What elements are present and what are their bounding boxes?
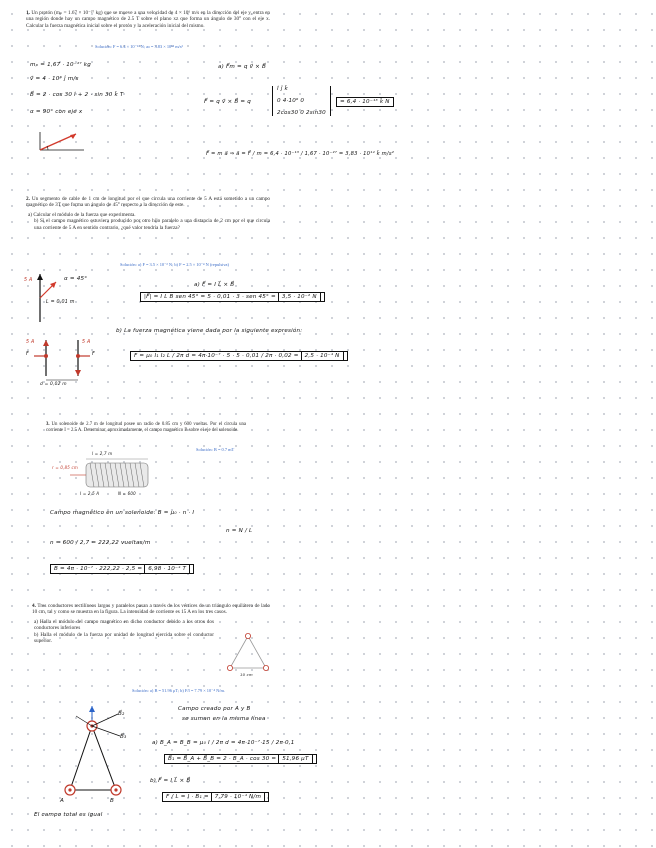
problem2-text: Un segmento de cable de 1 cm de longitud por el que circula una corriente de 5 A está sometido a un campo magnético de 3T que forma un ángulo de 45° respecto a la dirección de este.: [26, 196, 271, 209]
problem2-item-a: a) Calcular el módulo de la fuerza que experimenta.: [28, 211, 136, 218]
p2-diag-a-current: 5 A: [24, 278, 33, 283]
p1-part-a: a) F⃗m = q v⃗ × B⃗: [218, 64, 267, 70]
p3-fig-radius: r = 0,85 cm: [52, 465, 79, 470]
problem4-solution: Solución: a) B = 51.96 μT; b) F/l = 7.79 × 10⁻⁴ N/m.: [132, 688, 226, 693]
p1-note-field: B⃗ = 2 · cos 30 î + 2 · sin 30 k̂ T: [30, 92, 124, 98]
p2-part-a-result: 3,5 · 10⁻² N: [278, 292, 321, 302]
problem2-items: [26, 212, 270, 231]
p2-diag-a-angle: α = 45°: [64, 276, 88, 282]
p4-diag-label-b: B: [110, 798, 115, 804]
problem4-item-b: b) Halla el módulo de la fuerza por unidad de longitud ejercida sobre el conductor superior.: [34, 631, 214, 645]
p2-diag-a-length: L = 0,01 m: [46, 300, 75, 305]
problem4-number: 4.: [32, 603, 36, 609]
p1-force-result: = 6,4 · 10⁻¹³ k̂ N: [336, 97, 394, 107]
p3-result-box: [50, 564, 194, 574]
p4-part-a-sum: B⃗₁ = B⃗_A + B⃗_B = 2 · B_A · cos 30 =: [168, 756, 279, 762]
problem1-text: Un protón (mₚ = 1.67 × 10⁻²⁷ kg) que se mueve a una velocidad de 4 × 10⁶ m/s en la dirección del eje y, entra en una región donde hay un campo magnético de 2.5 T sobre el plano xz que forma un ángulo de 30° con el eje x. Calcular la fuerza magnética inicial sobre el protón y la aceleración inicial del mismo.: [26, 10, 270, 29]
p1-note-velocity: v⃗ = 4 · 10⁶ ĵ m/s: [30, 76, 79, 82]
problem2-item-b: b) Si el campo magnético estuviera producido por otro hilo paralelo a una distancia de 2 cm por el que circula una corriente de 5 A en sentido contrario, ¿qué valor tendría la fuerza?: [34, 218, 270, 231]
p3-solenoid-figure: [60, 455, 170, 497]
p3-note-density: n = N / L: [226, 528, 253, 534]
p1-acceleration: F⃗ = m a⃗ ⇒ a⃗ = F⃗ / m = 6,4 · 10⁻¹³ / 1,67 · 10⁻²⁷ = 3,83 · 10¹⁴ k̂ m/s²: [206, 151, 395, 157]
matrix-row-2: 0 4·10⁶ 0: [277, 98, 305, 104]
p4-field-diagram: [56, 702, 136, 802]
p1-axes-diagram: [34, 128, 94, 158]
p3-fig-current: I = 2,5 A: [80, 491, 100, 496]
p4-diag-b3: B⃗₃: [120, 734, 127, 740]
p4-note-2: se suman en la misma línea: [182, 716, 266, 722]
problem3-solution: Solución: B = 0.7 mT: [196, 447, 235, 452]
p1-note-mass: mₚ = 1,67 · 10⁻²⁷ kg: [30, 62, 91, 68]
p2-diag-b-force-2: F: [92, 352, 95, 357]
problem1-statement: [26, 10, 270, 29]
p2-part-a-box: [140, 292, 325, 302]
p2-diag-b-current-2: 5 A: [82, 340, 91, 345]
p4-caption: El campo total es igual: [34, 812, 103, 818]
problem3-statement: [46, 422, 246, 434]
problem4-items: [32, 619, 214, 645]
p4-part-a-result: 51,96 μT: [278, 754, 312, 764]
p4-fig-side: 10 cm: [240, 672, 253, 677]
p2-part-b-box: [130, 351, 348, 361]
matrix-row-1: î ĵ k̂: [277, 86, 288, 92]
p3-result: 6,98 · 10⁻⁴ T: [144, 564, 190, 574]
problem4-item-a: a) Halla el módulo del campo magnético en dicho conductor debido a los otros dos conductores inferiores: [34, 618, 214, 632]
p2-diag-b-distance: d = 0,02 m: [40, 382, 67, 387]
p4-note-1: Campo creado por A y B: [178, 706, 251, 712]
p2-part-b-result: 2,5 · 10⁻⁴ N: [301, 351, 344, 361]
problem3-number: 3.: [46, 422, 50, 427]
problem1-number: 1.: [26, 10, 30, 16]
p3-note-value: n = 600 / 2,7 = 222,22 vueltas/m: [50, 540, 151, 546]
p4-part-a: a) B_A = B_B = μ₀ I / 2π d = 4π·10⁻⁷·15 / 2π·0,1: [152, 740, 295, 746]
p2-part-a-modulus: |F⃗| = I L B sen 45° = 5 · 0,01 · 3 · sen 45° =: [144, 294, 278, 300]
problem4-text: Tres conductores rectilíneos largos y paralelos pasan a través de los vértices de un triángulo equilátero de lado 10 cm, tal y como se muestra en la figura. La intensidad de corriente es 15 A en los tres casos.: [32, 603, 270, 616]
p4-part-b-eq: F / L = I · B₁ =: [166, 794, 211, 800]
p2-part-a: a) F⃗ = I L⃗ × B⃗: [194, 282, 235, 288]
p3-result-line: B = 4π · 10⁻⁷ · 222,22 · 2,5 =: [54, 566, 145, 572]
problem2-solution: Solución: a) F = 3.5 × 10⁻² N; b) F = 2.5 × 10⁻⁴ N (repulsiva): [120, 262, 229, 267]
problem1-solution: Solución: F = 6.4 × 10⁻¹³ N; aₙ = 3.83 × 10¹⁴ m/s²: [95, 44, 183, 49]
p3-fig-turns: N = 600: [118, 491, 136, 496]
p4-triangle-figure: [226, 632, 270, 676]
p4-part-a-box: [164, 754, 317, 764]
problem2-number: 2.: [26, 196, 30, 202]
p4-diag-label-a: A: [60, 798, 65, 804]
matrix-row-3: 2cos30 0 2sin30: [277, 110, 326, 116]
problem3-text: Un solenoide de 2.7 m de longitud posee un radio de 0.85 cm y 600 vueltas. Por el circula una corriente I = 2.5 A. Determinar, aproximadamente, el campo magnético B sobre el eje del solenoide.: [46, 422, 246, 433]
problem2-statement: [26, 196, 270, 231]
p4-part-b-box: [162, 792, 269, 802]
p1-cross-label: F⃗ = q v⃗ × B⃗ = q: [204, 99, 251, 105]
p2-part-b-formula: F = μ₀ I₁ I₂ L / 2π d = 4π·10⁻⁷ · 5 · 5 · 0,01 / 2π · 0,02 =: [134, 353, 301, 359]
p2-diag-b-current-1: 5 A: [26, 340, 35, 345]
p4-diag-b2: B⃗₂: [118, 711, 125, 717]
p1-note-angle: α = 90° con eje x: [30, 109, 83, 115]
p4-part-b: b) F⃗ = I L⃗ × B⃗: [150, 778, 191, 784]
p3-note-field: Campo magnético en un solenoide: B = μ₀ · n · I: [50, 510, 195, 516]
p2-wire-diagram-b: [26, 338, 106, 384]
p3-fig-length: l = 2,7 m: [92, 451, 113, 456]
p2-part-b-text: b) La fuerza magnética viene dada por la siguiente expresión:: [116, 328, 303, 334]
p1-cross-matrix: [272, 86, 331, 116]
p2-diag-b-force-1: F: [26, 352, 29, 357]
p4-part-b-result: 7,79 · 10⁻⁴ N/m: [211, 792, 265, 802]
